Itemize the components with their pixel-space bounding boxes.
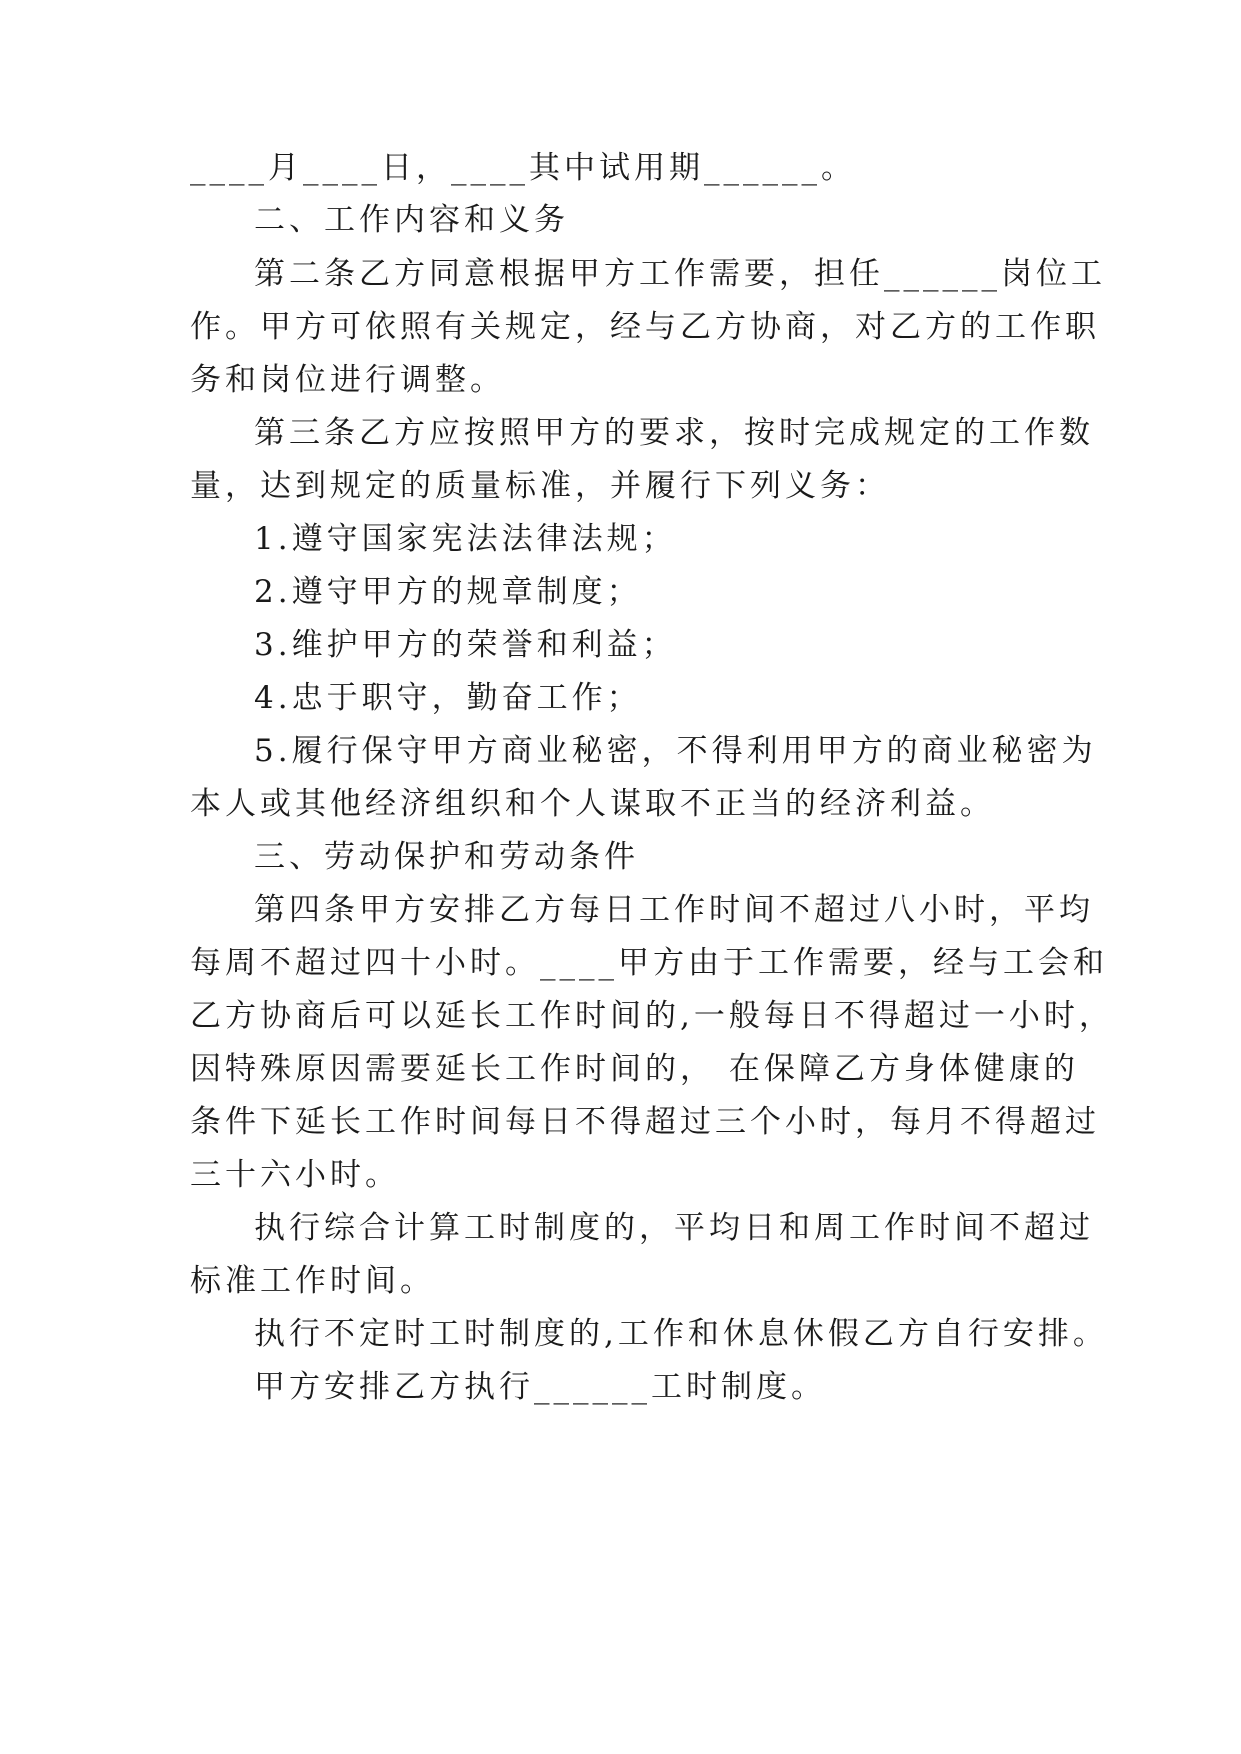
section-heading-work-content: 二、工作内容和义务 [254,202,569,238]
working-hours-system-line: 甲方安排乙方执行______工时制度。 [254,1369,826,1405]
article-4-line-2: 每周不超过四十小时。____甲方由于工作需要，经与工会和 [190,945,1108,981]
article-4-line-5: 条件下延长工作时间每日不得超过三个小时，每月不得超过 [190,1104,1100,1140]
article-2-line-1: 第二条乙方同意根据甲方工作需要，担任______岗位工 [254,256,1106,292]
obligation-item-3: 3.维护甲方的荣誉和利益； [254,627,677,663]
obligation-item-4: 4.忠于职守，勤奋工作； [254,680,642,716]
article-4-line-3: 乙方协商后可以延长工作时间的,一般每日不得超过一小时， [190,998,1114,1034]
article-2-line-3: 务和岗位进行调整。 [190,362,505,398]
article-3-line-2: 量，达到规定的质量标准，并履行下列义务： [190,468,890,504]
article-4-line-1: 第四条甲方安排乙方每日工作时间不超过八小时，平均 [254,892,1094,928]
obligation-item-1: 1.遵守国家宪法法律法规； [254,521,677,557]
article-3-line-1: 第三条乙方应按照甲方的要求，按时完成规定的工作数 [254,415,1094,451]
article-2-line-2: 作。甲方可依照有关规定，经与乙方协商，对乙方的工作职 [190,309,1100,345]
comprehensive-hours-line-1: 执行综合计算工时制度的，平均日和周工作时间不超过 [254,1210,1094,1246]
obligation-item-5-line-2: 本人或其他经济组织和个人谋取不正当的经济利益。 [190,786,995,822]
comprehensive-hours-line-2: 标准工作时间。 [190,1263,435,1299]
obligation-item-2: 2.遵守甲方的规章制度； [254,574,642,610]
obligation-item-5-line-1: 5.履行保守甲方商业秘密，不得利用甲方的商业秘密为 [254,733,1097,769]
contract-term-line: ____月____日，____其中试用期______。 [190,150,856,186]
article-4-line-4: 因特殊原因需要延长工作时间的， 在保障乙方身体健康的 [190,1051,1079,1087]
section-heading-labor-protection: 三、劳动保护和劳动条件 [254,839,639,875]
flexible-hours-line: 执行不定时工时制度的,工作和休息休假乙方自行安排。 [254,1316,1108,1352]
article-4-line-6: 三十六小时。 [190,1157,400,1193]
